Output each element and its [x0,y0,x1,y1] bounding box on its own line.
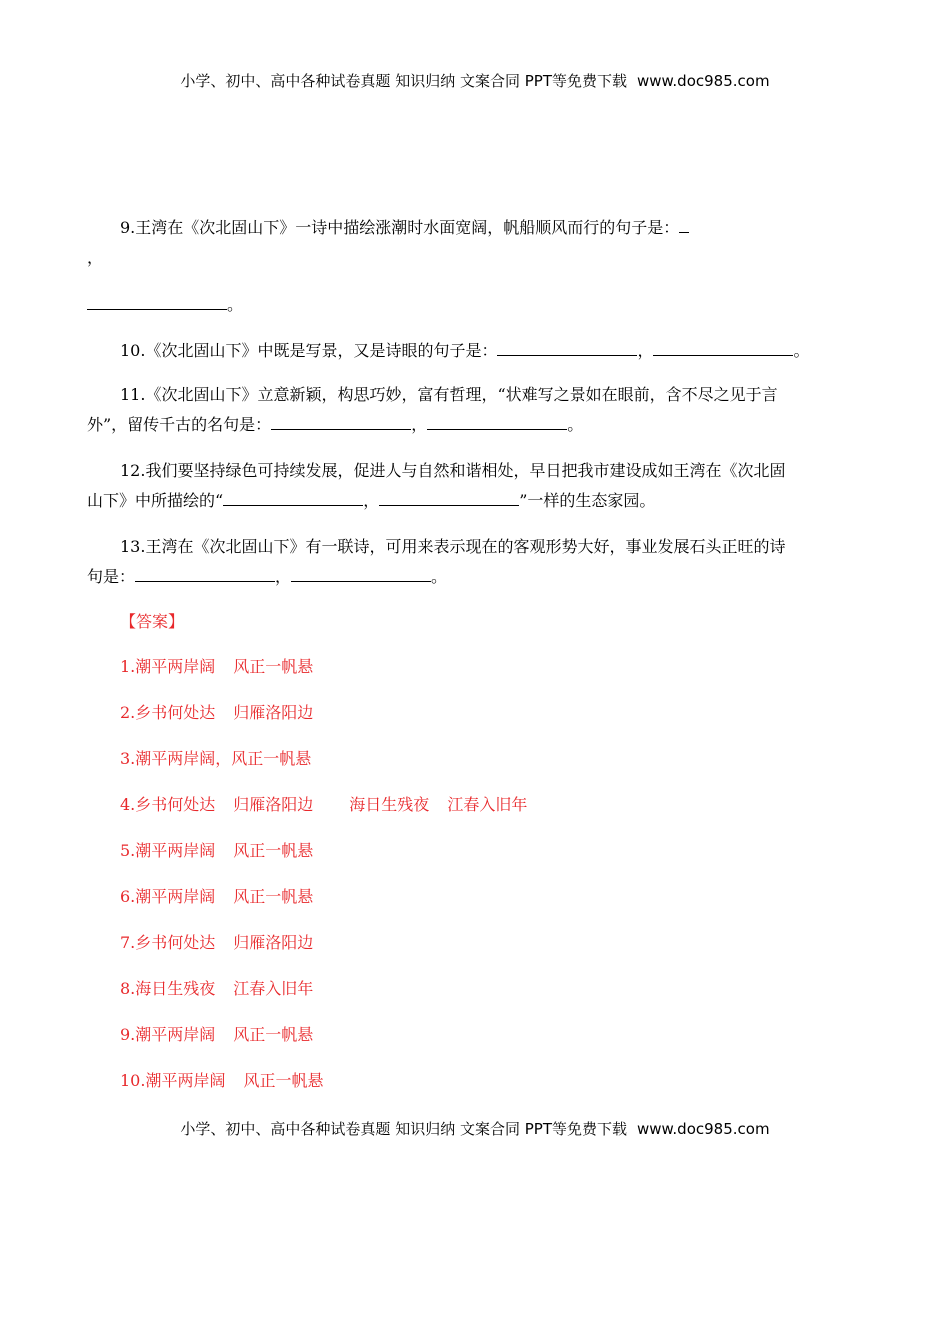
header-banner [0,70,950,91]
question-13-line2 [87,562,447,592]
question-10-text: 10.《次北固山下》中既是写景，又是诗眼的句子是： [120,341,498,360]
question-11-text2: 外”，留传千古的名句是： [87,415,272,434]
question-13-sep: ， [275,567,292,586]
answer-blank[interactable] [271,411,411,430]
answer-item: 3.潮平两岸阔，风正一帆悬 [120,749,312,768]
answer-blank[interactable] [653,337,793,356]
question-9-end: 。 [227,295,244,314]
question-9-text: 9.王湾在《次北固山下》一诗中描绘涨潮时水面宽阔，帆船顺风而行的句子是： [120,218,680,237]
answer-blank[interactable] [223,487,363,506]
question-11-end: 。 [567,415,584,434]
question-10 [87,336,862,366]
question-12-text2: 山下》中所描绘的“ [87,491,224,510]
answer-blank[interactable] [497,337,637,356]
question-11-text: 11.《次北固山下》立意新颖，构思巧妙，富有哲理，“状难写之景如在眼前，含不尽之见于言 [120,385,778,404]
banner-text: 小学、初中、高中各种试卷真题 知识归纳 文案合同 PPT等免费下载 [180,72,627,90]
banner-url[interactable]: www.doc985.com [636,72,770,90]
answer-item: 5.潮平两岸阔 风正一帆悬 [120,841,314,860]
question-13 [87,532,862,562]
question-10-sep: ， [637,341,654,360]
answer-blank[interactable] [135,563,275,582]
answer-item: 2.乡书何处达 归雁洛阳边 [120,703,314,722]
banner-text: 小学、初中、高中各种试卷真题 知识归纳 文案合同 PPT等免费下载 [180,1120,627,1138]
answer-blank[interactable] [291,563,431,582]
answer-item: 9.潮平两岸阔 风正一帆悬 [120,1025,314,1044]
question-9 [87,213,862,243]
answer-item: 10.潮平两岸阔 风正一帆悬 [120,1071,324,1090]
answer-item: 6.潮平两岸阔 风正一帆悬 [120,887,314,906]
question-10-end: 。 [793,341,810,360]
question-9-comma: ， [87,248,104,267]
answer-item: 8.海日生残夜 江春入旧年 [120,979,314,998]
answer-blank[interactable] [87,291,227,310]
answer-blank[interactable] [379,487,519,506]
answer-blank[interactable] [427,411,567,430]
answer-item: 4.乡书何处达 归雁洛阳边 海日生残夜 江春入旧年 [120,795,528,814]
question-13-text: 13.王湾在《次北固山下》有一联诗，可用来表示现在的客观形势大好，事业发展石头正旺的诗 [120,537,786,556]
question-12-text: 12.我们要坚持绿色可持续发展，促进人与自然和谐相处，早日把我市建设成如王湾在《次北固 [120,461,786,480]
question-11-sep: ， [411,415,428,434]
question-13-text2: 句是： [87,567,136,586]
question-12-end: ”一样的生态家园。 [519,491,656,510]
question-9-line3 [87,290,243,320]
answer-item: 7.乡书何处达 归雁洛阳边 [120,933,314,952]
banner-url[interactable]: www.doc985.com [636,1120,770,1138]
question-11-line2 [87,410,583,440]
question-13-end: 。 [431,567,448,586]
footer-banner [0,1118,950,1139]
question-12-line2 [87,486,655,516]
answer-item: 1.潮平两岸阔 风正一帆悬 [120,657,314,676]
answer-heading: 【答案】 [120,612,185,631]
question-12 [87,456,862,486]
question-11 [87,380,862,410]
question-12-sep: ， [363,491,380,510]
question-9-line2 [87,243,103,273]
answer-blank[interactable] [679,214,689,233]
